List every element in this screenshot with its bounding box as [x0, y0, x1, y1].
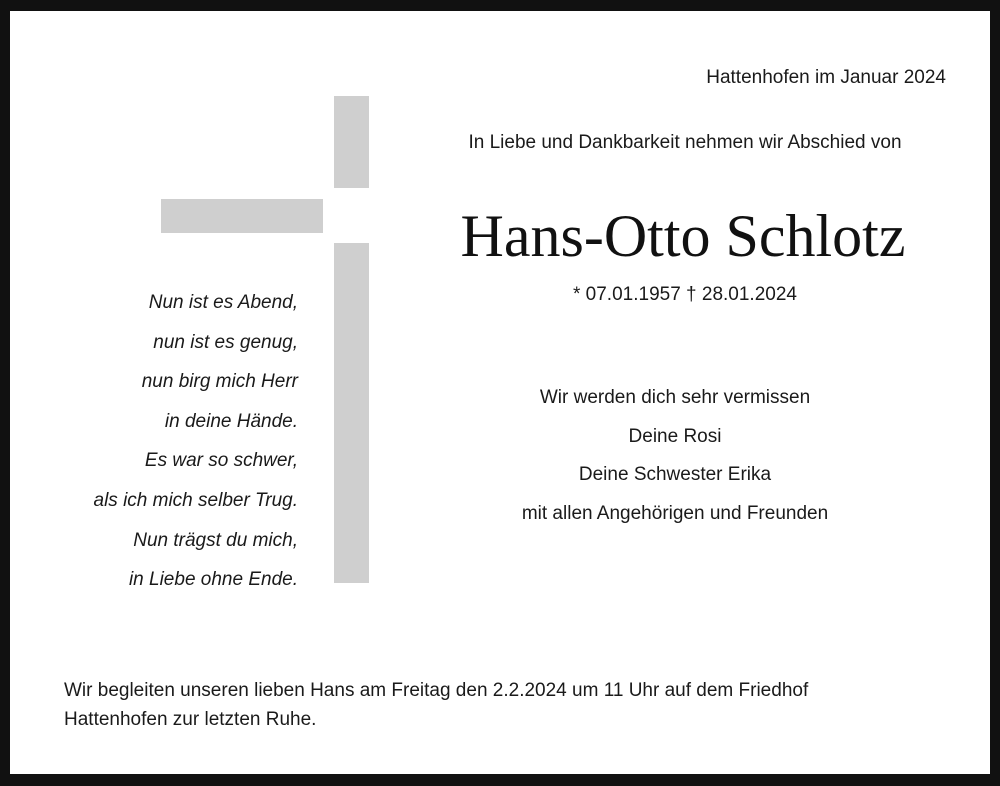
poem-line: nun ist es genug,	[153, 331, 298, 353]
poem-line: nun birg mich Herr	[141, 371, 298, 393]
poem-line: Es war so schwer,	[144, 450, 298, 472]
poem-line: in Liebe ohne Ende.	[128, 569, 298, 591]
cross-arm-beam	[161, 199, 323, 233]
funeral-info	[64, 676, 944, 734]
mourners-list	[420, 379, 930, 533]
place-date: Hattenhofen im Januar 2024	[706, 67, 946, 88]
mourners-line: Wir werden dich sehr vermissen	[539, 387, 811, 408]
poem	[40, 283, 298, 600]
poem-line: als ich mich selber Trug.	[93, 489, 298, 511]
poem-line: Nun ist es Abend,	[148, 292, 298, 313]
poem-line: in deine Hände.	[164, 410, 298, 432]
deceased-name: Hans-Otto Schlotz	[460, 203, 906, 269]
life-dates: * 07.01.1957 † 28.01.2024	[573, 284, 797, 305]
funeral-line: Hattenhofen zur letzten Ruhe.	[64, 709, 317, 730]
cross-top-beam	[334, 96, 369, 188]
mourners-line: mit allen Angehörigen und Freunden	[521, 502, 829, 524]
poem-line: Nun trägst du mich,	[133, 529, 298, 551]
cross-bottom-beam	[334, 243, 369, 583]
mourners-line: Deine Schwester Erika	[578, 464, 772, 485]
intro-text: In Liebe und Dankbarkeit nehmen wir Abschied von	[468, 132, 902, 153]
funeral-line: Wir begleiten unseren lieben Hans am Freitag den 2.2.2024 um 11 Uhr auf dem Friedhof	[64, 680, 809, 701]
mourners-line: Deine Rosi	[628, 425, 722, 447]
